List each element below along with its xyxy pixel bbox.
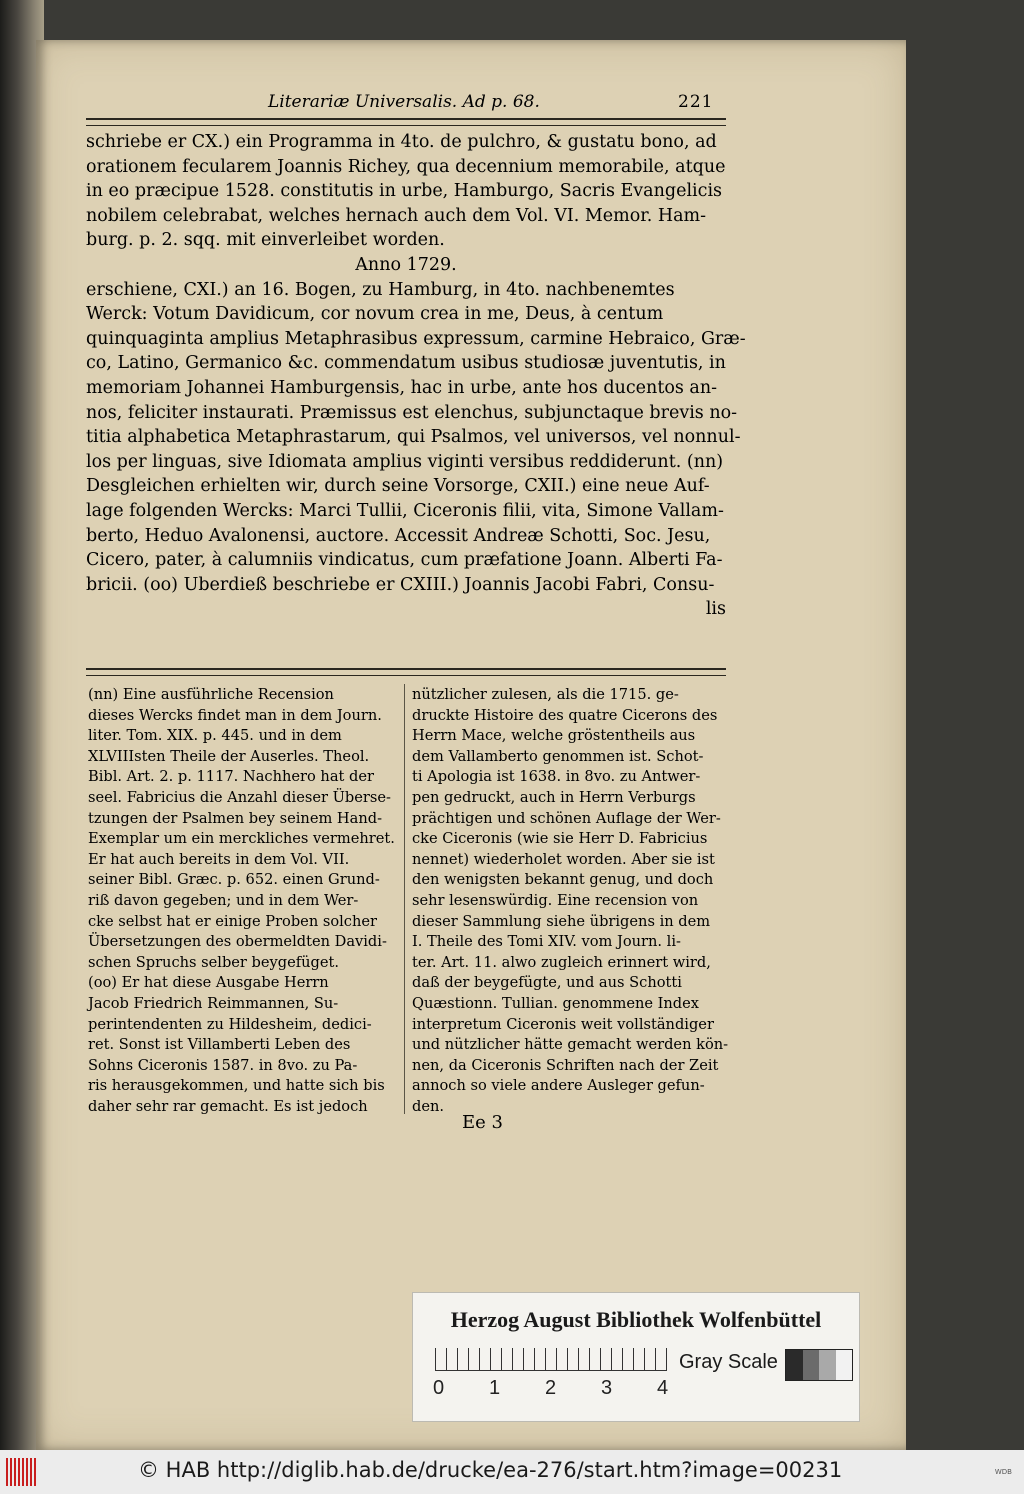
text-line: berto, Heduo Avalonensi, auctore. Accessit Andreæ Schotti, Soc. Jesu, [86,525,711,546]
footnote-line: I. Theile des Tomi XIV. vom Journ. li- [412,933,681,951]
column-divider [404,684,405,1114]
text-line: titia alphabetica Metaphrastarum, qui Psalmos, vel universos, vel nonnul- [86,427,741,448]
scale-ruler [435,1348,667,1371]
signature-mark: Ee 3 [462,1112,503,1133]
footnote-line: dieses Wercks findet man in dem Journ. [88,706,382,724]
text-line: los per linguas, sive Idiomata amplius viginti versibus reddiderunt. (nn) [86,451,724,472]
footnote-line: annoch so viele andere Ausleger gefun- [412,1077,705,1095]
footnote-line: perintendenten zu Hildesheim, dedici- [88,1015,372,1033]
text-line: nobilem celebrabat, welches hernach auch dem Vol. VI. Memor. Ham- [86,205,707,226]
page-number: 221 [678,92,714,112]
color-calibration-card [412,1292,860,1422]
footnote-line: nen, da Ciceronis Schriften nach der Zeit [412,1056,719,1074]
footnote-line: und nützlicher hätte gemacht werden kön- [412,1036,729,1054]
text-line: memoriam Johannei Hamburgensis, hac in urbe, ante hos ducentos an- [86,377,718,398]
footnote-line: Herrn Mace, welche gröstentheils aus [412,727,696,745]
scale-number: 2 [545,1377,557,1399]
text-line: in eo præcipue 1528. constitutis in urbe, Hamburgo, Sacris Evangelicis [86,181,723,202]
hab-logo-icon [6,1458,36,1486]
header-rule [86,118,726,126]
text-line: schriebe er CX.) ein Programma in 4to. de pulchro, & gustatu bono, ad [86,132,717,152]
text-line: erschiene, CXI.) an 16. Bogen, zu Hamburg, in 4to. nachbenemtes [86,279,675,300]
footnote-line: Bibl. Art. 2. p. 1117. Nachhero hat der [88,768,374,786]
text-line: bricii. (oo) Uberdieß beschriebe er CXIII.) Joannis Jacobi Fabri, Consu- [86,574,715,595]
text-line: quinquaginta amplius Metaphrasibus expressum, carmine Hebraico, Græ- [86,328,746,349]
footnote-line: nützlicher zulesen, als die 1715. ge- [412,686,679,703]
footnote-line: sehr lesenswürdig. Eine recension von [412,891,699,909]
text-line: Anno 1729. [355,254,457,275]
scale-number: 1 [489,1377,501,1399]
footnote-line: riß davon gegeben; und in dem Wer- [88,891,359,909]
footnote-line: Quæstionn. Tullian. genommene Index [412,994,700,1012]
scale-number: 3 [601,1377,613,1399]
footnote-line: Er hat auch bereits in dem Vol. VII. [88,850,350,868]
footnote-line: seel. Fabricius die Anzahl dieser Überse- [88,788,391,806]
scale-number: 0 [433,1377,445,1399]
footnote-line: den wenigsten bekannt genug, und doch [412,871,714,889]
gray-swatch [819,1350,836,1380]
text-line: lis [705,599,726,620]
library-name: Herzog August Bibliothek Wolfenbüttel [450,1307,822,1332]
footnote-line: tzungen der Psalmen bey seinem Hand- [88,809,383,827]
gray-scale-label: Gray Scale [679,1351,778,1373]
footnote-line: daher sehr rar gemacht. Es ist jedoch [88,1097,368,1115]
footnote-line: seiner Bibl. Græc. p. 652. einen Grund- [88,871,380,889]
footnote-line: Übersetzungen des obermeldten Davidi- [88,933,387,951]
text-line: co, Latino, Germanico &c. commendatum usibus studiosæ juventutis, in [86,353,726,374]
footnote-line: (nn) Eine ausführliche Recension [88,686,334,703]
text-line: burg. p. 2. sqq. mit einverleibet worden. [86,230,445,251]
footnote-line: Sohns Ciceronis 1587. in 8vo. zu Pa- [88,1056,358,1074]
footnote-line: druckte Histoire des quatre Cicerons des [412,706,718,724]
footnote-line: Jacob Friedrich Reimmannen, Su- [88,994,339,1012]
footnote-line: (oo) Er hat diese Ausgabe Herrn [88,974,329,992]
footnote-line: nennet) wiederholet worden. Aber sie ist [412,850,715,868]
footnote-line: ret. Sonst ist Villamberti Leben des [88,1036,351,1054]
footnote-line: XLVIIIsten Theile der Auserles. Theol. [88,747,370,765]
gray-swatch [803,1350,820,1380]
text-line: nos, feliciter instaurati. Præmissus est elenchus, subjunctaque brevis no- [86,402,738,423]
gray-swatches [785,1349,853,1381]
footnote-line: Exemplar um ein merckliches vermehret. [88,830,395,848]
text-line: Werck: Votum Davidicum, cor novum crea in me, Deus, à centum [86,304,664,325]
footnote-line: den. [412,1097,445,1115]
footer-bar [0,1450,1024,1494]
footnote-rule [86,668,726,676]
footnote-line: interpretum Ciceronis weit vollständiger [412,1015,714,1033]
footnote-line: schen Spruchs selber beygefüget. [88,953,340,971]
footnote-line: pen gedruckt, auch in Herrn Verburgs [412,788,696,806]
scale-number: 4 [657,1377,669,1399]
gray-swatch [836,1350,853,1380]
text-line: lage folgenden Wercks: Marci Tullii, Ciceronis filii, vita, Simone Vallam- [86,500,724,521]
footnote-line: daß der beygefügte, und aus Schotti [412,974,682,992]
footnote-line: cke Ciceronis (wie sie Herr D. Fabricius [412,830,708,848]
footnote-line: ris herausgekommen, und hatte sich bis [88,1077,385,1095]
footnote-line: prächtigen und schönen Auflage der Wer- [412,809,721,827]
tiny-mark: WDB [994,1468,1012,1476]
footnote-column-right [412,685,729,1117]
footnote-column-left [88,685,398,1117]
text-line: Desgleichen erhielten wir, durch seine Vorsorge, CXII.) eine neue Auf- [86,476,710,497]
running-title: Literariæ Universalis. Ad p. 68. [268,92,540,112]
main-text-block [86,130,746,622]
footnote-line: liter. Tom. XIX. p. 445. und in dem [88,727,342,745]
text-line: orationem fecularem Joannis Richey, qua decennium memorabile, atque [86,156,726,177]
footnote-line: ter. Art. 11. alwo zugleich erinnert wird, [412,953,711,971]
footnote-line: dem Vallamberto genommen ist. Schot- [412,747,704,765]
copyright-link[interactable]: © HAB http://diglib.hab.de/drucke/ea-276/start.htm?image=00231 [138,1458,843,1482]
text-line: Cicero, pater, à calumniis vindicatus, cum præfatione Joann. Alberti Fa- [86,550,723,571]
footnote-line: ti Apologia ist 1638. in 8vo. zu Antwer- [412,768,701,786]
footnote-line: cke selbst hat er einige Proben solcher [88,912,377,930]
gray-swatch [786,1350,803,1380]
footnote-line: dieser Sammlung siehe übrigens in dem [412,912,711,930]
